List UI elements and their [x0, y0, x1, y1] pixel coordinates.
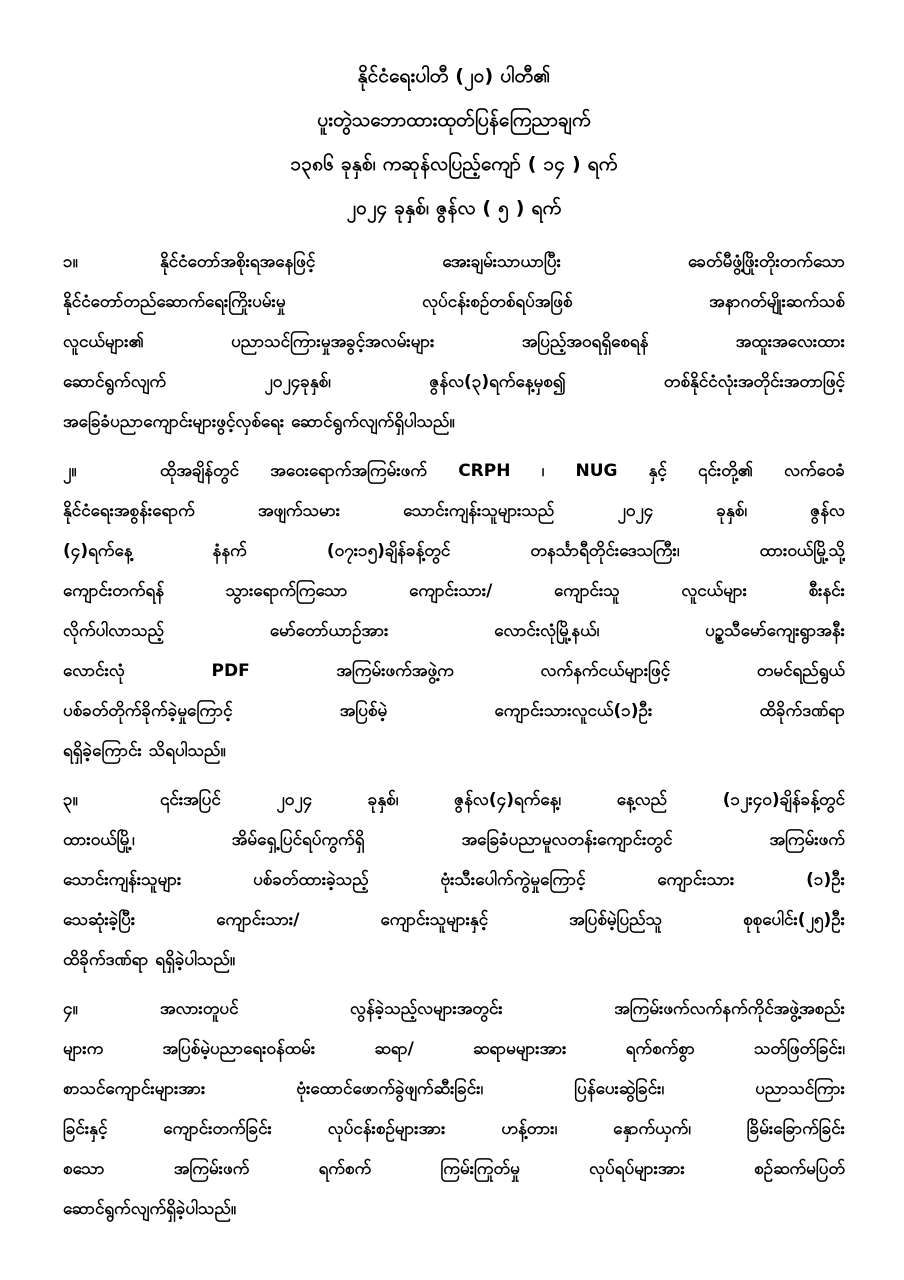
paragraph-line: နိုင်ငံတော်တည်ဆောက်ရေးကြိုးပမ်းမှု လုပ်ငန်းစဉ်တစ်ရပ်အဖြစ် အနာဂတ်မျိုးဆက်သစ်	[63, 292, 845, 312]
paragraph	[63, 451, 845, 771]
paragraph-line: ဆောင်ရွက်လျက်ရှိခဲ့ပါသည်။	[63, 1199, 237, 1219]
paragraph-number: ၄။	[63, 999, 78, 1019]
paragraph-line: ကျောင်းတက်ရန် သွားရောက်ကြသော ကျောင်းသား/ ကျောင်းသူ လူငယ်များ စီးနင်း	[63, 581, 845, 601]
document-title	[63, 54, 845, 230]
paragraph-number: ၂။	[63, 461, 77, 481]
paragraph-number: ၁။	[63, 252, 78, 272]
title-line: ပူးတွဲသဘောထားထုတ်ပြန်ကြေညာချက်	[317, 109, 591, 131]
paragraph-line: နိုင်ငံရေးအစွန်းရောက် အဖျက်သမား သောင်းကျန်းသူများသည် ၂၀၂၄ ခုနှစ်၊ ဇွန်လ	[63, 501, 845, 521]
paragraph	[63, 242, 845, 442]
paragraph-line: ရရှိခဲ့ကြောင်း သိရပါသည်။	[63, 741, 226, 761]
paragraph	[63, 989, 845, 1229]
paragraph-line: စသော အကြမ်းဖက် ရက်စက် ကြမ်းကြုတ်မှု လုပ်ရပ်များအား စဉ်ဆက်မပြတ်	[63, 1159, 845, 1179]
paragraph-line: သောင်းကျန်းသူများ ပစ်ခတ်ထားခဲ့သည့် ဗုံးသီးပေါက်ကွဲမှုကြောင့် ကျောင်းသား (၁)ဦး	[63, 870, 845, 890]
paragraph-line	[63, 780, 845, 820]
paragraph-line	[63, 451, 845, 491]
paragraph-first-line-text: နိုင်ငံတော်အစိုးရအနေဖြင့် အေးချမ်းသာယာပြီး ခေတ်မီဖွံ့ဖြိုးတိုးတက်သော	[160, 252, 845, 272]
title-line: နိုင်ငံရေးပါတီ (၂၀) ပါတီ၏	[357, 65, 551, 87]
paragraph-line: ထားဝယ်မြို့၊ အိမ်ရှေ့ပြင်ရပ်ကွက်ရှိ အခြေခံပညာမူလတန်းကျောင်းတွင် အကြမ်းဖက်	[63, 830, 845, 850]
paragraph-line: ဆောင်ရွက်လျက် ၂၀၂၄ခုနှစ်၊ ဇွန်လ(၃)ရက်နေ့မှစ၍ တစ်နိုင်ငံလုံးအတိုင်းအတာဖြင့်	[63, 372, 845, 392]
paragraph-line: လောင်းလုံ PDF အကြမ်းဖက်အဖွဲ့က လက်နက်ငယ်များဖြင့် တမင်ရည်ရွယ်	[63, 661, 845, 681]
paragraph-first-line-text: ထိုအချိန်တွင် အဝေးရောက်အကြမ်းဖက် CRPH ၊ NUG နှင့် ၎င်းတို့၏ လက်ဝေခံ	[160, 461, 845, 481]
document-body	[63, 242, 845, 1229]
paragraph-line: စာသင်ကျောင်းများအား ဗုံးထောင်ဖောက်ခွဲဖျက်ဆီးခြင်း၊ ပြန်ပေးဆွဲခြင်း၊ ပညာသင်ကြား	[63, 1079, 845, 1099]
paragraph-line: လိုက်ပါလာသည့် မော်တော်ယာဉ်အား လောင်းလုံမြို့နယ်၊ ပဉ္စသီမော်ကျေးရွာအနီး	[63, 621, 845, 641]
paragraph-first-line-text: ၎င်းအပြင် ၂၀၂၄ ခုနှစ်၊ ဇွန်လ(၄)ရက်နေ့၊ နေ့လည် (၁၂း၄၀)ချိန်ခန့်တွင်	[160, 790, 845, 810]
paragraph-line: အခြေခံပညာကျောင်းများဖွင့်လှစ်ရေး ဆောင်ရွက်လျက်ရှိပါသည်။	[63, 412, 455, 432]
paragraph-line: များက အပြစ်မဲ့ပညာရေးဝန်ထမ်း ဆရာ/ ဆရာမများအား ရက်စက်စွာ သတ်ဖြတ်ခြင်း၊	[63, 1039, 845, 1059]
paragraph-line: လူငယ်များ၏ ပညာသင်ကြားမှုအခွင့်အလမ်းများ အပြည့်အဝရရှိစေရန် အထူးအလေးထား	[63, 332, 845, 352]
paragraph-first-line-text: အလားတူပင် လွန်ခဲ့သည့်လများအတွင်း အကြမ်းဖက်လက်နက်ကိုင်အဖွဲ့အစည်း	[160, 999, 845, 1019]
paragraph	[63, 780, 845, 980]
paragraph-line	[63, 989, 845, 1029]
title-line: ၁၃၈၆ ခုနှစ်၊ ကဆုန်လပြည့်ကျော် ( ၁၄ ) ရက်	[290, 153, 618, 175]
paragraph-line	[63, 242, 845, 282]
paragraph-line: (၄)ရက်နေ့ နံနက် (၀၇း၁၅)ချိန်ခန့်တွင် တနင်္သာရီတိုင်းဒေသကြီး၊ ထားဝယ်မြို့သို့	[63, 541, 845, 561]
paragraph-number: ၃။	[63, 790, 78, 810]
paragraph-line: သေဆုံးခဲ့ပြီး ကျောင်းသား/ ကျောင်းသူများနှင့် အပြစ်မဲ့ပြည်သူ စုစုပေါင်း(၂၅)ဦး	[63, 910, 845, 930]
paragraph-line: ထိခိုက်ဒဏ်ရာ ရရှိခဲ့ပါသည်။	[63, 950, 236, 970]
title-line: ၂၀၂၄ ခုနှစ်၊ ဇွန်လ ( ၅ ) ရက်	[346, 197, 562, 219]
paragraph-line: ခြင်းနှင့် ကျောင်းတက်ခြင်း လုပ်ငန်းစဉ်များအား ဟန့်တား၊ နှောက်ယှက်၊ ခြိမ်းခြောက်ခြင်း	[63, 1119, 845, 1139]
paragraph-line: ပစ်ခတ်တိုက်ခိုက်ခဲ့မှုကြောင့် အပြစ်မဲ့ ကျောင်းသားလူငယ်(၁)ဦး ထိခိုက်ဒဏ်ရာ	[63, 701, 845, 721]
